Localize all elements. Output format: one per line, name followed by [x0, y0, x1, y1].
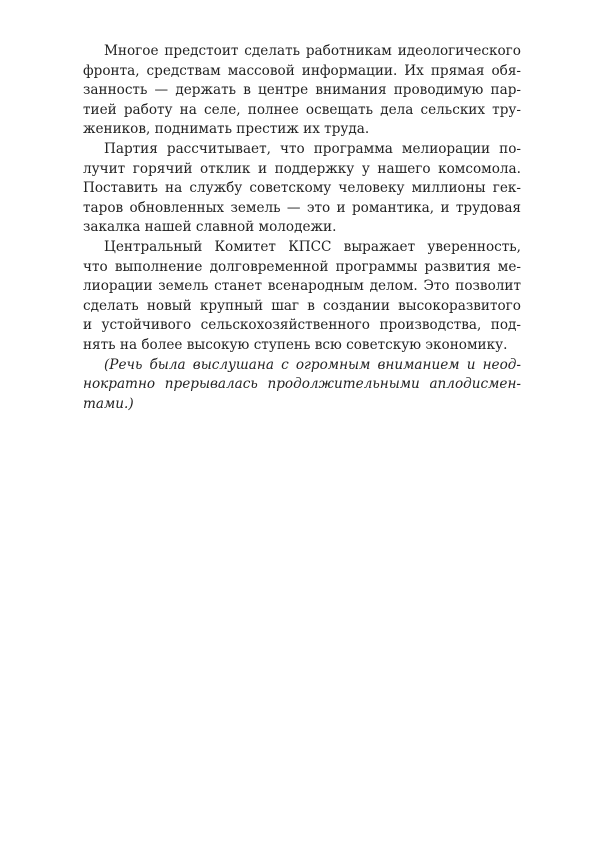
text-line: Многое предстоит сделать работникам идеологического [104, 43, 521, 59]
italic-note-paragraph [83, 356, 521, 415]
text-line: и устойчивого сельскохозяйственного производства, под- [83, 317, 521, 334]
text-line: закалка нашей славной молодежи. [83, 219, 337, 236]
text-line: сделать новый крупный шаг в создании высокоразвитого [83, 297, 521, 314]
text-line: тией работу на селе, полнее освещать дела сельских тру- [83, 101, 521, 118]
text-line: жеников, поднимать престиж их труда. [83, 121, 370, 138]
text-line: занность — держать в центре внимания проводимую пар- [83, 82, 521, 99]
text-line: таров обновленных земель — это и романтика, и трудовая [83, 199, 521, 216]
text-line: что выполнение долговременной программы развития ме- [83, 258, 521, 275]
text-line: Поставить на службу советскому человеку миллионы гек- [83, 180, 521, 197]
text-line: фронта, средствам массовой информации. Их прямая обя- [83, 62, 521, 79]
text-line: (Речь была выслушана с огромным вниманием и неод- [104, 356, 521, 373]
text-line: нять на более высокую ступень всю советскую экономику. [83, 336, 508, 353]
paragraph [83, 140, 521, 238]
text-line: нократно прерывалась продолжительными аплодисмен- [83, 376, 521, 393]
text-line: Центральный Комитет КПСС выражает уверенность, [104, 238, 521, 255]
paragraph [83, 42, 521, 140]
text-line: лиорации земель станет всенародным делом. Это позволит [83, 278, 521, 295]
paragraph [83, 238, 521, 356]
text-line: тами.) [83, 395, 134, 412]
document-page [83, 42, 521, 414]
text-line: лучит горячий отклик и поддержку у нашего комсомола. [83, 160, 521, 177]
text-line: Партия рассчитывает, что программа мелиорации по- [104, 140, 521, 157]
